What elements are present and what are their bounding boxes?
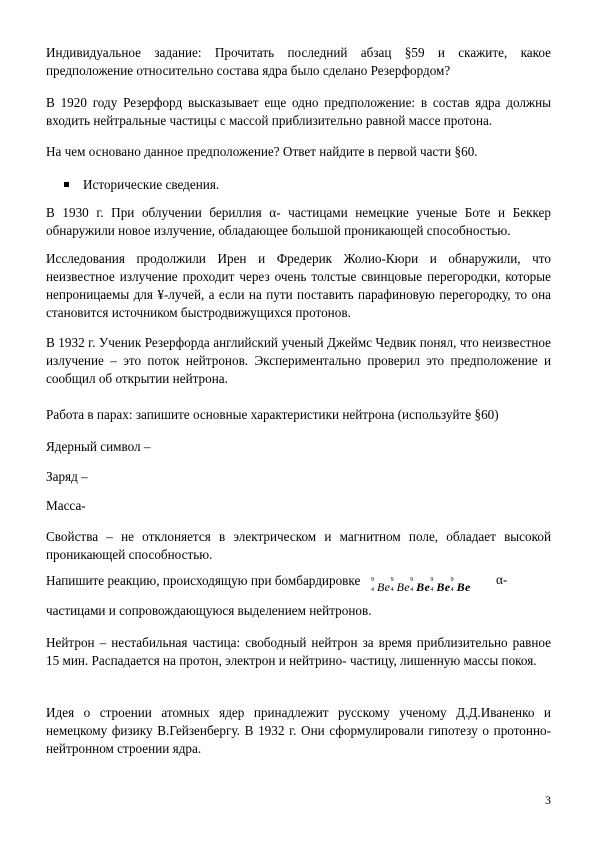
historical-bullet bbox=[64, 176, 219, 194]
ivanenko-heisenberg-paragraph: Идея о строении атомных ядер принадлежит русскому ученому Д.Д.Иваненко и немецкому физику В.Гейзенбергу. В 1932 г. Они сформулировали гипотезу о протонно-нейтронном строении ядра. bbox=[46, 705, 551, 756]
bullet-square-icon bbox=[64, 182, 69, 187]
be-symbol-1: 9 4 Be bbox=[371, 577, 391, 594]
be-symbol-3: 9 4 Be bbox=[410, 577, 431, 594]
rutherford-1920-paragraph: В 1920 году Резерфорд высказывает еще одно предположение: в состав ядра должны входить нейтральные частицы с массой приблизительно равной массе протона. bbox=[46, 95, 551, 128]
be-symbol-5: 9 4 Be bbox=[450, 577, 471, 594]
mass-label: Масса- bbox=[46, 498, 86, 513]
nuclear-symbol-label: Ядерный символ – bbox=[46, 439, 151, 454]
be-symbol-2: 9 4 Be bbox=[390, 577, 410, 594]
bullet-text: Исторические сведения. bbox=[83, 177, 220, 192]
be-symbol-4: 9 4 Be bbox=[430, 577, 451, 594]
bothe-becker-paragraph: В 1930 г. При облучении бериллия α- частицами немецкие ученые Боте и Беккер обнаружили новое излучение, обладающее большой проникающей способностью. bbox=[46, 205, 551, 238]
question-paragraph: На чем основано данное предположение? Ответ найдите в первой части §60. bbox=[46, 144, 478, 159]
task-text-line-2: предположение относительно состава ядра было сделано Резерфордом? bbox=[46, 63, 451, 78]
joliot-curie-paragraph: Исследования продолжили Ирен и Фредерик Жолио-Кюри и обнаружили, что неизвестное излучение проходит через очень толстые свинцовые перегородки, которые непроницаемы для ¥-лучей, а если на пути поставить парафиновую перегородку, то она становится источником быстродвижущихся протонов. bbox=[46, 251, 551, 320]
alpha-particle-label: α- bbox=[496, 572, 508, 587]
page-number: 3 bbox=[545, 793, 551, 807]
reaction-prompt-line-1: Напишите реакцию, происходящую при бомбардировке bbox=[46, 573, 361, 588]
beryllium-formula bbox=[371, 577, 474, 595]
neutron-unstable-paragraph: Нейтрон – нестабильная частица: свободный нейтрон за время приблизительно равное 15 мин. Распадается на протон, электрон и нейтрино- частицу, лишенную массы покоя. bbox=[46, 635, 551, 668]
properties-paragraph: Свойства – не отклоняется в электрическом и магнитном поле, обладает высокой проникающей способностью. bbox=[46, 529, 551, 562]
pair-work-paragraph: Работа в парах: запишите основные характеристики нейтрона (используйте §60) bbox=[46, 407, 499, 422]
reaction-prompt-line-2: частицами и сопровождающуюся выделением нейтронов. bbox=[46, 603, 372, 618]
chadwick-paragraph: В 1932 г. Ученик Резерфорда английский ученый Джеймс Чедвик понял, что неизвестное излучение – это поток нейтронов. Экспериментально проверил это предположение и сообщил об открытии нейтрона. bbox=[46, 335, 551, 386]
task-text-line-1: Индивидуальное задание: Прочитать последний абзац §59 и скажите, какое bbox=[46, 45, 551, 60]
charge-label: Заряд – bbox=[46, 469, 88, 484]
